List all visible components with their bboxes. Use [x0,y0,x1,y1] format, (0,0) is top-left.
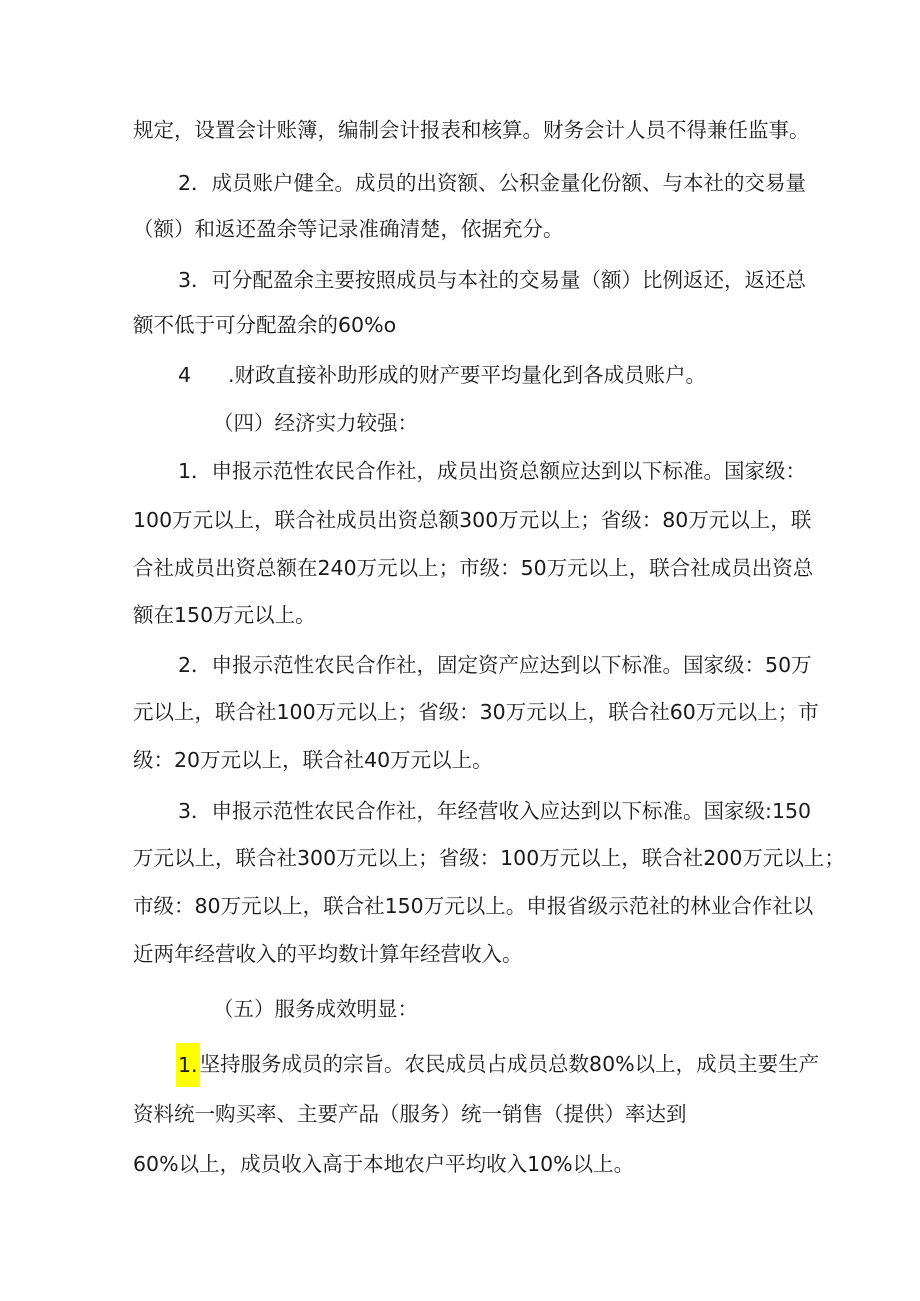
paragraph-line: 3．可分配盈余主要按照成员与本社的交易量（额）比例返还，返还总 [178,268,807,292]
paragraph-line: 元以上，联合社100万元以上；省级：30万元以上，联合社60万元以上；市 [133,700,819,724]
paragraph-line: 合社成员出资总额在240万元以上；市级：50万元以上，联合社成员出资总 [133,556,814,580]
paragraph-line: 60%以上，成员收入高于本地农户平均收入10%以上。 [133,1152,635,1176]
section-heading: （四）经济实力较强： [213,411,418,435]
paragraph-line: 2．申报示范性农民合作社，固定资产应达到以下标准。国家级：50万 [178,653,812,677]
paragraph-line: 近两年经营收入的平均数计算年经营收入。 [133,942,523,966]
paragraph-line: 额不低于可分配盈余的60%o [133,313,397,337]
paragraph-line: 市级：80万元以上，联合社150万元以上。申报省级示范社的林业合作社以 [133,894,814,918]
paragraph-line: 1．申报示范性农民合作社，成员出资总额应达到以下标准。国家级： [178,459,807,483]
paragraph-text: 坚持服务成员的宗旨。农民成员占成员总数80%以上，成员主要生产 [199,1052,820,1076]
paragraph-line: 2．成员账户健全。成员的出资额、公积金量化份额、与本社的交易量 [178,171,807,195]
paragraph-line: 额在150万元以上。 [133,603,316,627]
paragraph-line: （额）和返还盈余等记录准确清楚，依据充分。 [133,217,564,241]
section-heading: （五）服务成效明显： [213,997,418,1021]
paragraph-line: 3．申报示范性农民合作社，年经营收入应达到以下标准。国家级:150 [178,799,812,823]
highlighted-list-number: 1. [176,1043,200,1087]
paragraph-line: 级：20万元以上，联合社40万元以上。 [133,748,493,772]
paragraph-line: .财政直接补助形成的财产要平均量化到各成员账户。 [228,363,707,387]
paragraph-line: 资料统一购买率、主要产品（服务）统一销售（提供）率达到 [133,1102,687,1126]
paragraph-line: 100万元以上，联合社成员出资总额300万元以上；省级：80万元以上，联 [133,508,812,532]
list-number: 4 [178,363,192,387]
paragraph-line: 万元以上，联合社300万元以上；省级：100万元以上，联合社200万元以上； [133,846,845,870]
paragraph-line: 规定，设置会计账簿，编制会计报表和核算。财务会计人员不得兼任监事。 [133,118,810,142]
paragraph-line [176,1043,819,1087]
